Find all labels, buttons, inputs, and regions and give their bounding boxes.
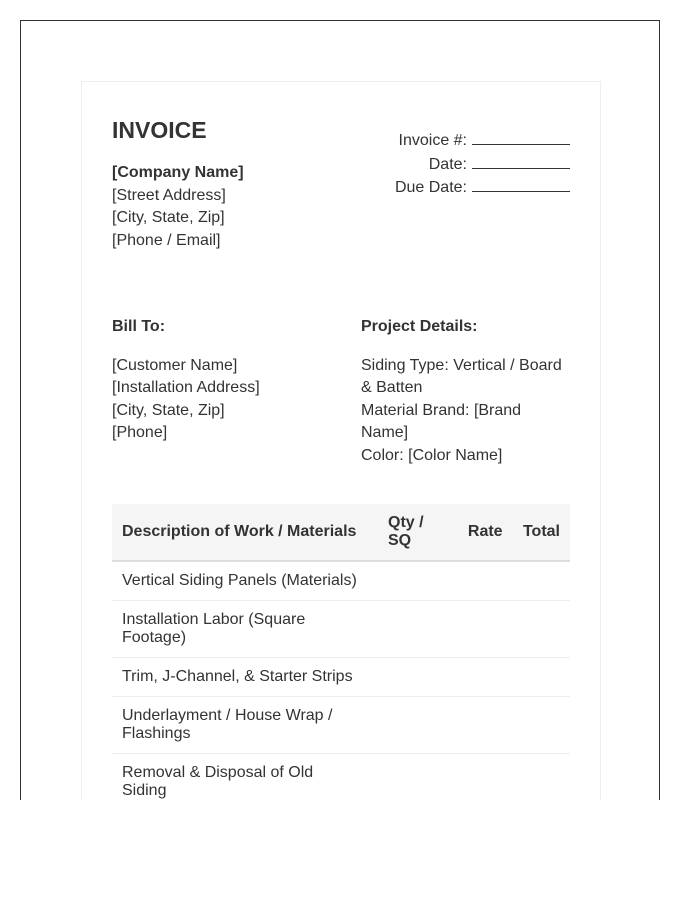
row-rate — [454, 561, 509, 601]
company-name: [Company Name] — [112, 164, 244, 181]
table-row — [112, 658, 570, 697]
invoice-number-blank — [472, 129, 570, 145]
project-siding-type: Siding Type: Vertical / Board & Batten — [361, 356, 562, 396]
date-label: Date: — [428, 155, 467, 173]
due-date-row — [395, 176, 570, 200]
row-qty — [368, 601, 454, 658]
bill-to-address: [Installation Address] — [112, 379, 260, 396]
row-description: Vertical Siding Panels (Materials) — [112, 561, 368, 601]
row-rate — [454, 754, 509, 801]
bill-to-block — [112, 316, 342, 445]
invoice-number-label: Invoice #: — [398, 132, 467, 149]
table-row — [112, 754, 570, 801]
header-qty: Qty / SQ — [368, 504, 454, 561]
row-total — [509, 754, 570, 801]
row-qty — [368, 658, 454, 697]
table-row — [112, 601, 570, 658]
date-blank — [472, 153, 570, 169]
line-items-table — [112, 504, 570, 800]
company-street: [Street Address] — [112, 186, 226, 204]
header-rate: Rate — [454, 504, 509, 561]
row-rate — [454, 658, 509, 697]
table-row — [112, 561, 570, 601]
invoice-number-row — [395, 129, 570, 153]
row-total — [509, 601, 570, 658]
header-total: Total — [509, 504, 570, 561]
row-description: Removal & Disposal of Old Siding — [112, 754, 368, 801]
header-description: Description of Work / Materials — [112, 504, 368, 561]
company-contact: [Phone / Email] — [112, 231, 221, 249]
due-date-label: Due Date: — [394, 179, 467, 196]
due-date-blank — [472, 176, 570, 192]
project-details-block — [361, 316, 571, 467]
invoice-title: INVOICE — [112, 117, 207, 143]
bill-to-phone: [Phone] — [112, 424, 168, 441]
bill-to-city: [City, State, Zip] — [112, 401, 225, 419]
row-description: Underlayment / House Wrap / Flashings — [112, 697, 368, 754]
row-description: Trim, J-Channel, & Starter Strips — [112, 658, 368, 697]
bill-to-customer: [Customer Name] — [112, 356, 238, 374]
table-header-row — [112, 504, 570, 561]
row-qty — [368, 561, 454, 601]
row-rate — [454, 697, 509, 754]
row-rate — [454, 601, 509, 658]
row-total — [509, 658, 570, 697]
table-row — [112, 697, 570, 754]
project-details-heading: Project Details: — [361, 318, 478, 335]
project-color: Color: [Color Name] — [361, 446, 503, 464]
invoice-paper — [81, 81, 601, 800]
row-qty — [368, 697, 454, 754]
date-row — [395, 153, 570, 177]
project-material-brand: Material Brand: [Brand Name] — [361, 401, 522, 441]
invoice-meta — [395, 129, 570, 200]
document-frame — [20, 20, 660, 800]
row-qty — [368, 754, 454, 801]
bill-to-heading: Bill To: — [112, 318, 166, 335]
row-total — [509, 697, 570, 754]
company-city: [City, State, Zip] — [112, 209, 225, 226]
row-description: Installation Labor (Square Footage) — [112, 601, 368, 658]
company-block — [112, 162, 244, 252]
row-total — [509, 561, 570, 601]
